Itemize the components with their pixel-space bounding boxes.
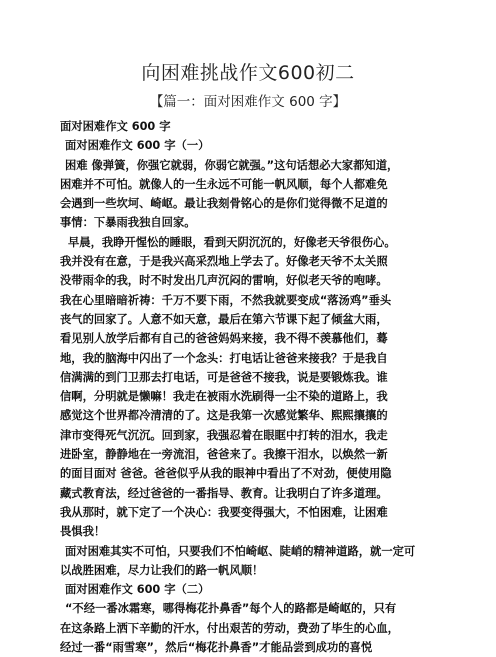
body-line: 的面目面对 爸爸。爸爸似乎从我的眼神中看出了不对劲，便使用隐 — [60, 467, 392, 481]
body-line: 信满满的到门卫那去打电话，可是爸爸不接我，说是要锻炼我。谁 — [60, 370, 388, 384]
body-line: 面对困难其实不可怕，只要我们不怕崎岖、陡峭的精神道路，就一定可 — [65, 544, 416, 558]
body-line: 我并没有在意，于是我兴高采烈地上学去了。好像老天爷不太关照 — [60, 255, 388, 269]
body-line: “不经一番冰霜寒，哪得梅花扑鼻香”每个人的路都是崎岖的，只有 — [65, 602, 397, 616]
body-line: 信啊，分明就是懒嘛！我走在被雨水洗刷得一尘不染的道路上，我 — [60, 390, 388, 404]
body-line: 困难并不可怕。就像人的一生永远不可能一帆风顺，每个人都难免 — [60, 177, 388, 191]
body-line: 面对困难作文 600 字（一） — [65, 139, 210, 153]
body-line: 早晨，我睁开惺忪的睡眼，看到天阴沉沉的，好像老天爷很伤心。 — [68, 235, 396, 249]
body-line: 感觉这个世界都冷清清的了。这是我第一次感觉繁华、熙熙攘攘的 — [60, 409, 388, 423]
body-line: 我在心里暗暗祈祷：千万不要下雨，不然我就要变成“落汤鸡”垂头 — [60, 293, 392, 307]
body-line: 在这条路上洒下辛勤的汗水，付出艰苦的劳动，费劲了毕生的心血， — [60, 621, 399, 635]
body-line: 没带雨伞的我，时不时发出几声沉闷的雷响，好似老天爷的咆哮。 — [60, 274, 388, 288]
body-line: 进卧室，静静地在一旁流泪，爸爸来了。我擦干泪水，以焕然一新 — [60, 448, 388, 462]
body-line: 畏惧我！ — [60, 525, 106, 539]
document-body — [60, 117, 436, 657]
document-title: 向困难挑战作文600初二 — [141, 62, 355, 84]
body-line: 面对困难作文 600 字 — [60, 120, 171, 133]
body-line: 我从那时，就下定了一个决心：我要变得强大，不怕困难，让困难 — [60, 505, 388, 519]
body-line: 藏式教育法，经过爸爸的一番指导、教育。让我明白了许多道理。 — [60, 486, 388, 500]
body-line: 地，我的脑海中闪出了一个念头：打电话让爸爸来接我？于是我自 — [60, 351, 388, 365]
body-line: 以战胜困难，尽力让我们的路一帆风顺！ — [60, 563, 264, 577]
body-line: 面对困难作文 600 字（二） — [65, 583, 210, 597]
body-line: 看见别人放学后都有自己的爸爸妈妈来接，我不得不羡慕他们，蓦 — [60, 332, 388, 346]
body-line: 会遇到一些坎坷、崎岖。最让我刻骨铭心的是你们觉得微不足道的 — [60, 197, 388, 211]
body-line: 困难 像弹簧，你强它就弱，你弱它就强。”这句话想必大家都知道， — [65, 158, 399, 172]
body-line: 经过一番“雨雪寒”，然后“梅花扑鼻香”才能品尝到成功的喜悦 — [60, 641, 373, 655]
body-line: 事情：下暴雨我独自回家。 — [60, 216, 196, 230]
section-heading: 【篇一：面对困难作文 600 字】 — [149, 94, 347, 110]
body-line: 丧气的回家了。人意不如天意，最后在第六节课下起了倾盆大雨， — [60, 312, 388, 326]
body-line: 津市变得死气沉沉。回到家，我强忍着在眼眶中打转的泪水，我走 — [60, 428, 388, 442]
